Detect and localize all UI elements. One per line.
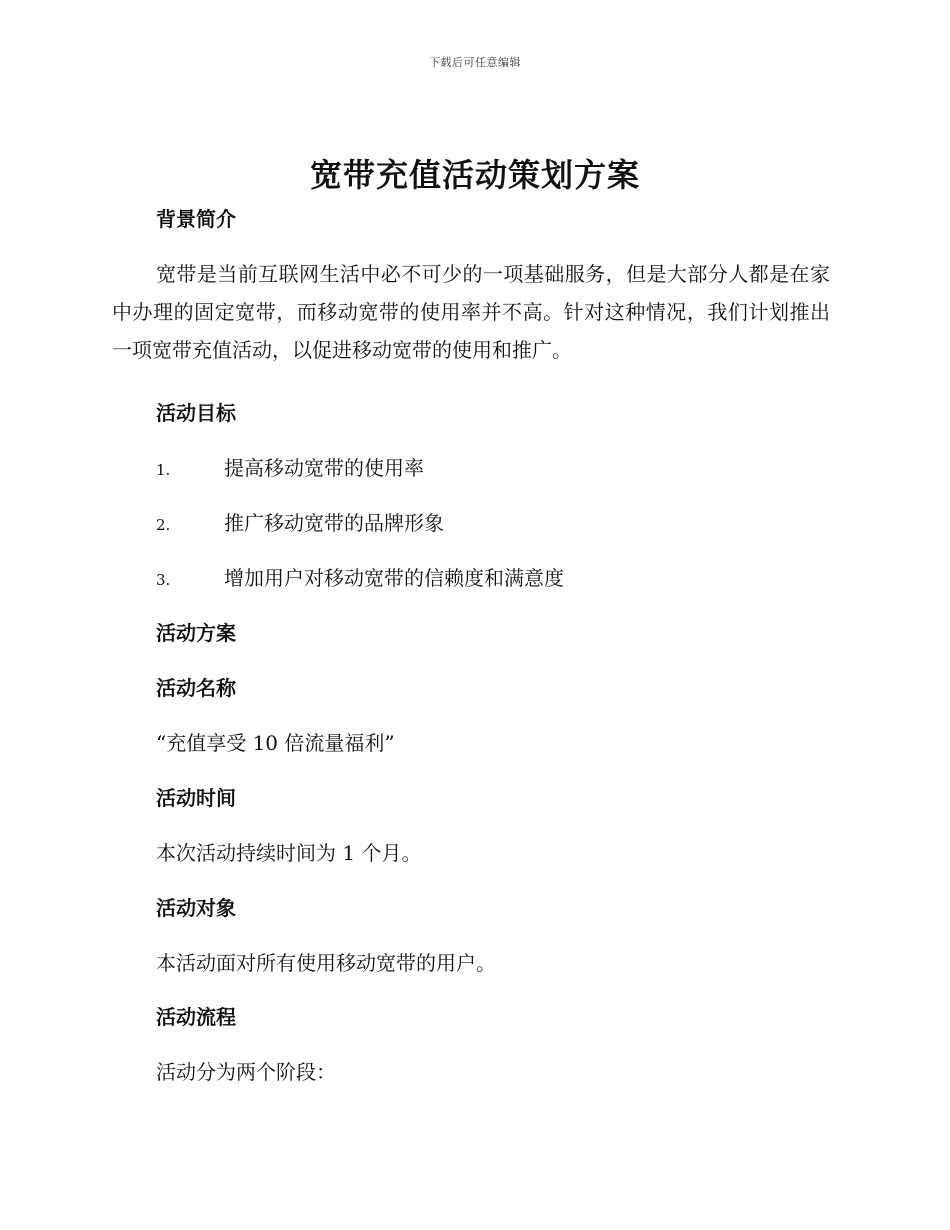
section-heading-goals: 活动目标 bbox=[156, 401, 236, 425]
process-text-block bbox=[112, 1058, 830, 1086]
section-heading-process: 活动流程 bbox=[156, 1005, 236, 1029]
section-goals bbox=[112, 399, 830, 427]
list-item-number: 3. bbox=[156, 571, 171, 589]
background-paragraph-block bbox=[112, 255, 830, 369]
list-item-number: 2. bbox=[156, 516, 171, 534]
document-title: 宽带充值活动策划方案 bbox=[309, 156, 640, 194]
section-heading-time: 活动时间 bbox=[156, 786, 236, 810]
header-note: 下载后可任意编辑 bbox=[429, 56, 521, 69]
activity-process-text: 活动分为两个阶段： bbox=[156, 1060, 336, 1084]
section-heading-name: 活动名称 bbox=[156, 676, 236, 700]
background-paragraph: 宽带是当前互联网生活中必不可少的一项基础服务，但是大部分人都是在家中办理的固定宽带，而移动宽带的使用率并不高。针对这种情况，我们计划推出一项宽带充值活动，以促进移动宽带的使用和推广。 bbox=[112, 262, 830, 362]
section-heading-target: 活动对象 bbox=[156, 896, 236, 920]
list-item-number: 1. bbox=[156, 461, 171, 479]
section-heading-background: 背景简介 bbox=[156, 207, 236, 231]
list-item-text: 提高移动宽带的使用率 bbox=[224, 456, 424, 480]
section-target bbox=[112, 894, 830, 922]
time-text-block bbox=[112, 839, 830, 867]
section-plan bbox=[112, 619, 830, 647]
activity-name-text: “充值享受 10 倍流量福利” bbox=[156, 731, 395, 755]
section-background bbox=[112, 205, 830, 233]
section-process bbox=[112, 1003, 830, 1031]
name-text-block bbox=[112, 729, 830, 757]
list-item bbox=[156, 454, 424, 484]
list-item-text: 推广移动宽带的品牌形象 bbox=[224, 511, 444, 535]
list-item bbox=[156, 509, 444, 539]
section-name bbox=[112, 674, 830, 702]
section-heading-plan: 活动方案 bbox=[156, 621, 236, 645]
activity-time-text: 本次活动持续时间为 1 个月。 bbox=[156, 841, 422, 865]
target-text-block bbox=[112, 949, 830, 977]
activity-target-text: 本活动面对所有使用移动宽带的用户。 bbox=[156, 951, 496, 975]
list-item bbox=[156, 564, 564, 594]
section-time bbox=[112, 784, 830, 812]
list-item-text: 增加用户对移动宽带的信赖度和满意度 bbox=[224, 566, 564, 590]
